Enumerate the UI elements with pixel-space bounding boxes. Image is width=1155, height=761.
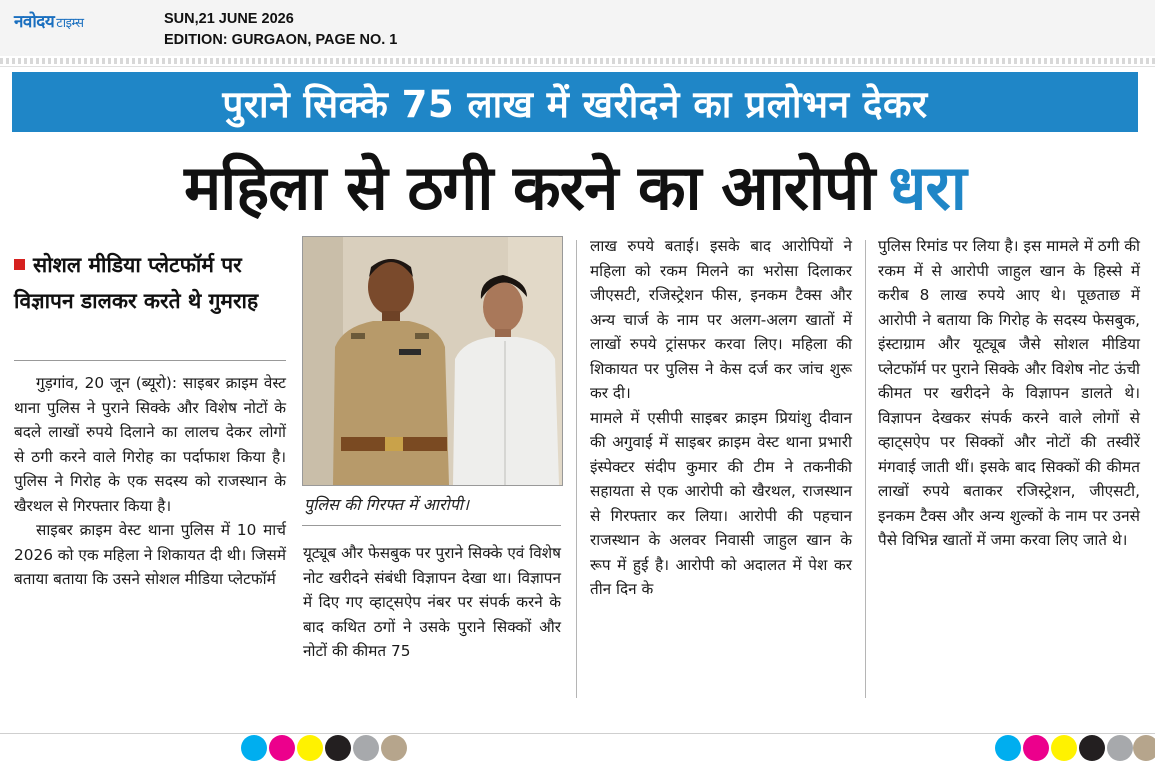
column-rule-1	[576, 240, 577, 698]
masthead	[0, 0, 1155, 56]
registration-mark-gray	[353, 735, 379, 761]
logo-sub: टाइम्स	[56, 16, 84, 31]
column-2-paragraph-1: यूट्यूब और फेसबुक पर पुराने सिक्के एवं विशेष नोट खरीदने संबंधी विज्ञापन देखा था। विज्ञापन में दिए गए व्हाट्सऐप नंबर पर संपर्क करने के बाद कथित ठगों ने उसके पुराने सिक्कों और नोटों की कीमत 75	[303, 544, 561, 660]
masthead-stripes	[0, 58, 1155, 64]
column-3-paragraph-1: लाख रुपये बताई। इसके बाद आरोपियों ने महिला को रकम मिलने का भरोसा दिलाकर जीएसटी, रजिस्ट्रेशन फीस, इनकम टैक्स और अन्य चार्ज के नाम पर अलग-अलग खातों में लाखों रुपये ट्रांसफर करवा लिए। महिला की शिकायत पर पुलिस ने केस दर्ज कर जांच शुरू कर दी।	[590, 237, 852, 402]
article-column-2	[303, 541, 561, 664]
article-column-3	[590, 234, 852, 602]
red-square-bullet-icon	[14, 259, 25, 270]
edition-info	[164, 9, 397, 51]
kicker-text: पुराने सिक्के 75 लाख में खरीदने का प्रलोभन देकर	[222, 82, 928, 126]
registration-mark-black	[1079, 735, 1105, 761]
page-bottom-rule	[0, 733, 1155, 734]
edition-page: EDITION: GURGAON, PAGE NO. 1	[164, 32, 398, 48]
headline-highlight: धरा	[888, 151, 966, 224]
caption-rule	[302, 525, 561, 526]
registration-mark-magenta	[1023, 735, 1049, 761]
article-column-4	[878, 234, 1140, 553]
logo-main: नवोदय	[14, 12, 55, 32]
registration-mark-yellow	[1051, 735, 1077, 761]
registration-mark-cyan	[995, 735, 1021, 761]
subheadline	[14, 247, 286, 319]
photo-caption: पुलिस की गिरफ्त में आरोपी।	[304, 495, 470, 514]
registration-mark-tan	[1133, 735, 1155, 761]
column-4-paragraph-1: पुलिस रिमांड पर लिया है। इस मामले में ठगी की रकम में से आरोपी जाहुल खान के हिस्से में करीब 8 लाख रुपये आए थे। पूछताछ में आरोपी ने बताया कि गिरोह के सदस्य फेसबुक, इंस्टाग्राम और यूट्यूब जैसे सोशल मीडिया प्लेटफॉर्म पर पुराने सिक्के और विशेष नोट ऊंची कीमत पर खरीदने के विज्ञापन डालते थे। विज्ञापन देखकर संपर्क करने वाले लोगों से व्हाट्सऐप पर सिक्कों और नोटों की तस्वीरें मंगवाई जाती थीं। इसके बाद सिक्कों की कीमत लाखों रुपये बताकर रजिस्ट्रेशन, जीएसटी, इनकम टैक्स और अन्य शुल्कों के नाम पर उनसे पैसे विभिन्न खातों में जमा करवा लिए जाते थे।	[878, 237, 1140, 549]
kicker-band	[12, 72, 1138, 132]
main-headline	[12, 145, 1138, 227]
column-1-paragraph-2: साइबर क्राइम वेस्ट थाना पुलिस में 10 मार्च 2026 को एक महिला ने शिकायत दी थी। जिसमें बताया बताया कि उसने सोशल मीडिया प्लेटफॉर्म	[14, 521, 286, 588]
registration-mark-gray	[1107, 735, 1133, 761]
news-photo	[302, 236, 563, 486]
column-rule-2	[865, 240, 866, 698]
registration-mark-tan	[381, 735, 407, 761]
registration-mark-black	[325, 735, 351, 761]
police-and-accused-photo-illustration	[303, 237, 562, 485]
subheadline-rule	[14, 360, 286, 361]
masthead-divider	[0, 66, 1155, 67]
article-column-1	[14, 371, 286, 592]
headline-main: महिला से ठगी करने का आरोपी	[184, 151, 875, 224]
registration-mark-cyan	[241, 735, 267, 761]
registration-mark-magenta	[269, 735, 295, 761]
subheadline-text: सोशल मीडिया प्लेटफॉर्म पर विज्ञापन डालकर करते थे गुमराह	[14, 253, 259, 313]
issue-date: SUN,21 JUNE 2026	[164, 11, 294, 27]
column-3-paragraph-2: मामले में एसीपी साइबर क्राइम प्रियांशु दीवान की अगुवाई में साइबर क्राइम वेस्ट थाना प्रभारी इंस्पेक्टर संदीप कुमार की टीम ने तकनीकी सहायता से एक आरोपी को खैरथल, राजस्थान से गिरफ्तार कर लिया। आरोपी की पहचान राजस्थान के अलवर निवासी जाहुल खान के रूप में हुई है। आरोपी को अदालत में पेश कर तीन दिन के	[590, 408, 852, 598]
newspaper-logo	[14, 9, 84, 32]
registration-mark-yellow	[297, 735, 323, 761]
column-1-paragraph-1: गुड़गांव, 20 जून (ब्यूरो): साइबर क्राइम वेस्ट थाना पुलिस ने पुराने सिक्के और विशेष नोटों के बदले लाखों रुपये दिलाने का लालच देकर लोगों से ठगी करने वाले गिरोह का पर्दाफाश किया है। पुलिस ने गिरोह के एक सदस्य को राजस्थान के खैरथल से गिरफ्तार किया है।	[14, 374, 286, 515]
